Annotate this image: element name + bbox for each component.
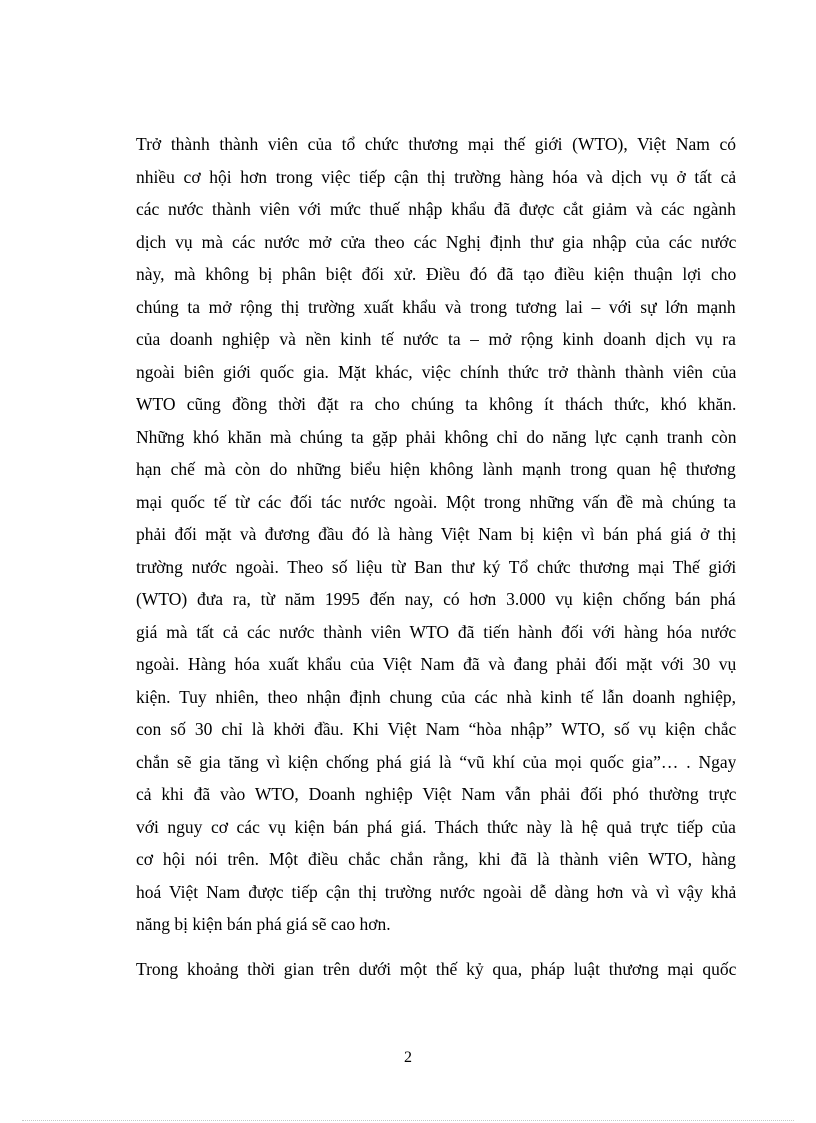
- text-line: năng bị kiện bán phá giá sẽ cao hơn.: [136, 914, 391, 934]
- page-number: 2: [404, 1049, 412, 1066]
- text-line: phải đối mặt và đương đầu đó là hàng Việt Nam bị kiện vì bán phá giá ở thị: [136, 524, 736, 544]
- text-line: nhiều cơ hội hơn trong việc tiếp cận thị trường hàng hóa và dịch vụ ở tất cả: [136, 166, 736, 187]
- body-text: [136, 128, 736, 985]
- page-bottom-border: [22, 1120, 794, 1121]
- text-line: WTO cũng đồng thời đặt ra cho chúng ta không ít thách thức, khó khăn.: [136, 394, 736, 414]
- text-line: con số 30 chỉ là khởi đầu. Khi Việt Nam “hòa nhập” WTO, số vụ kiện chắc: [136, 719, 736, 739]
- text-line: hoá Việt Nam được tiếp cận thị trường nước ngoài dễ dàng hơn và vì vậy khả: [136, 881, 736, 902]
- text-line: các nước thành viên với mức thuế nhập khẩu đã được cắt giảm và các ngành: [136, 199, 736, 219]
- text-line: chắn sẽ gia tăng vì kiện chống phá giá là “vũ khí của mọi quốc gia”… . Ngay: [136, 751, 736, 772]
- text-line: trường nước ngoài. Theo số liệu từ Ban thư ký Tổ chức thương mại Thế giới: [136, 556, 736, 577]
- text-line: ngoài. Hàng hóa xuất khẩu của Việt Nam đã và đang phải đối mặt với 30 vụ: [136, 654, 736, 674]
- text-line: dịch vụ mà các nước mở cửa theo các Nghị định thư gia nhập của các nước: [136, 231, 736, 252]
- text-line: (WTO) đưa ra, từ năm 1995 đến nay, có hơn 3.000 vụ kiện chống bán phá: [136, 589, 736, 609]
- text-line: này, mà không bị phân biệt đối xử. Điều đó đã tạo điều kiện thuận lợi cho: [136, 264, 736, 284]
- text-line: Trở thành thành viên của tổ chức thương mại thế giới (WTO), Việt Nam có: [136, 134, 736, 154]
- text-line: Trong khoảng thời gian trên dưới một thế kỷ qua, pháp luật thương mại quốc: [136, 958, 736, 979]
- text-line: với nguy cơ các vụ kiện bán phá giá. Thách thức này là hệ quả trực tiếp của: [136, 816, 736, 837]
- text-line: cơ hội nói trên. Một điều chắc chắn rằng, khi đã là thành viên WTO, hàng: [136, 849, 736, 869]
- text-line: của doanh nghiệp và nền kinh tế nước ta – mở rộng kinh doanh dịch vụ ra: [136, 329, 736, 349]
- text-line: hạn chế mà còn do những biểu hiện không lành mạnh trong quan hệ thương: [136, 459, 736, 479]
- text-line: Những khó khăn mà chúng ta gặp phải không chỉ do năng lực cạnh tranh còn: [136, 426, 736, 447]
- text-line: kiện. Tuy nhiên, theo nhận định chung của các nhà kinh tế lẫn doanh nghiệp,: [136, 686, 736, 707]
- text-line: giá mà tất cả các nước thành viên WTO đã tiến hành đối với hàng hóa nước: [136, 621, 736, 642]
- paragraph: [136, 128, 736, 941]
- text-line: chúng ta mở rộng thị trường xuất khẩu và trong tương lai – với sự lớn mạnh: [136, 296, 736, 317]
- text-line: cả khi đã vào WTO, Doanh nghiệp Việt Nam vẫn phải đối phó thường trực: [136, 784, 736, 804]
- text-line: mại quốc tế từ các đối tác nước ngoài. Một trong những vấn đề mà chúng ta: [136, 491, 736, 512]
- paragraph-spacing: [136, 941, 736, 953]
- paragraph: [136, 953, 736, 986]
- text-line: ngoài biên giới quốc gia. Mặt khác, việc chính thức trở thành thành viên của: [136, 361, 736, 382]
